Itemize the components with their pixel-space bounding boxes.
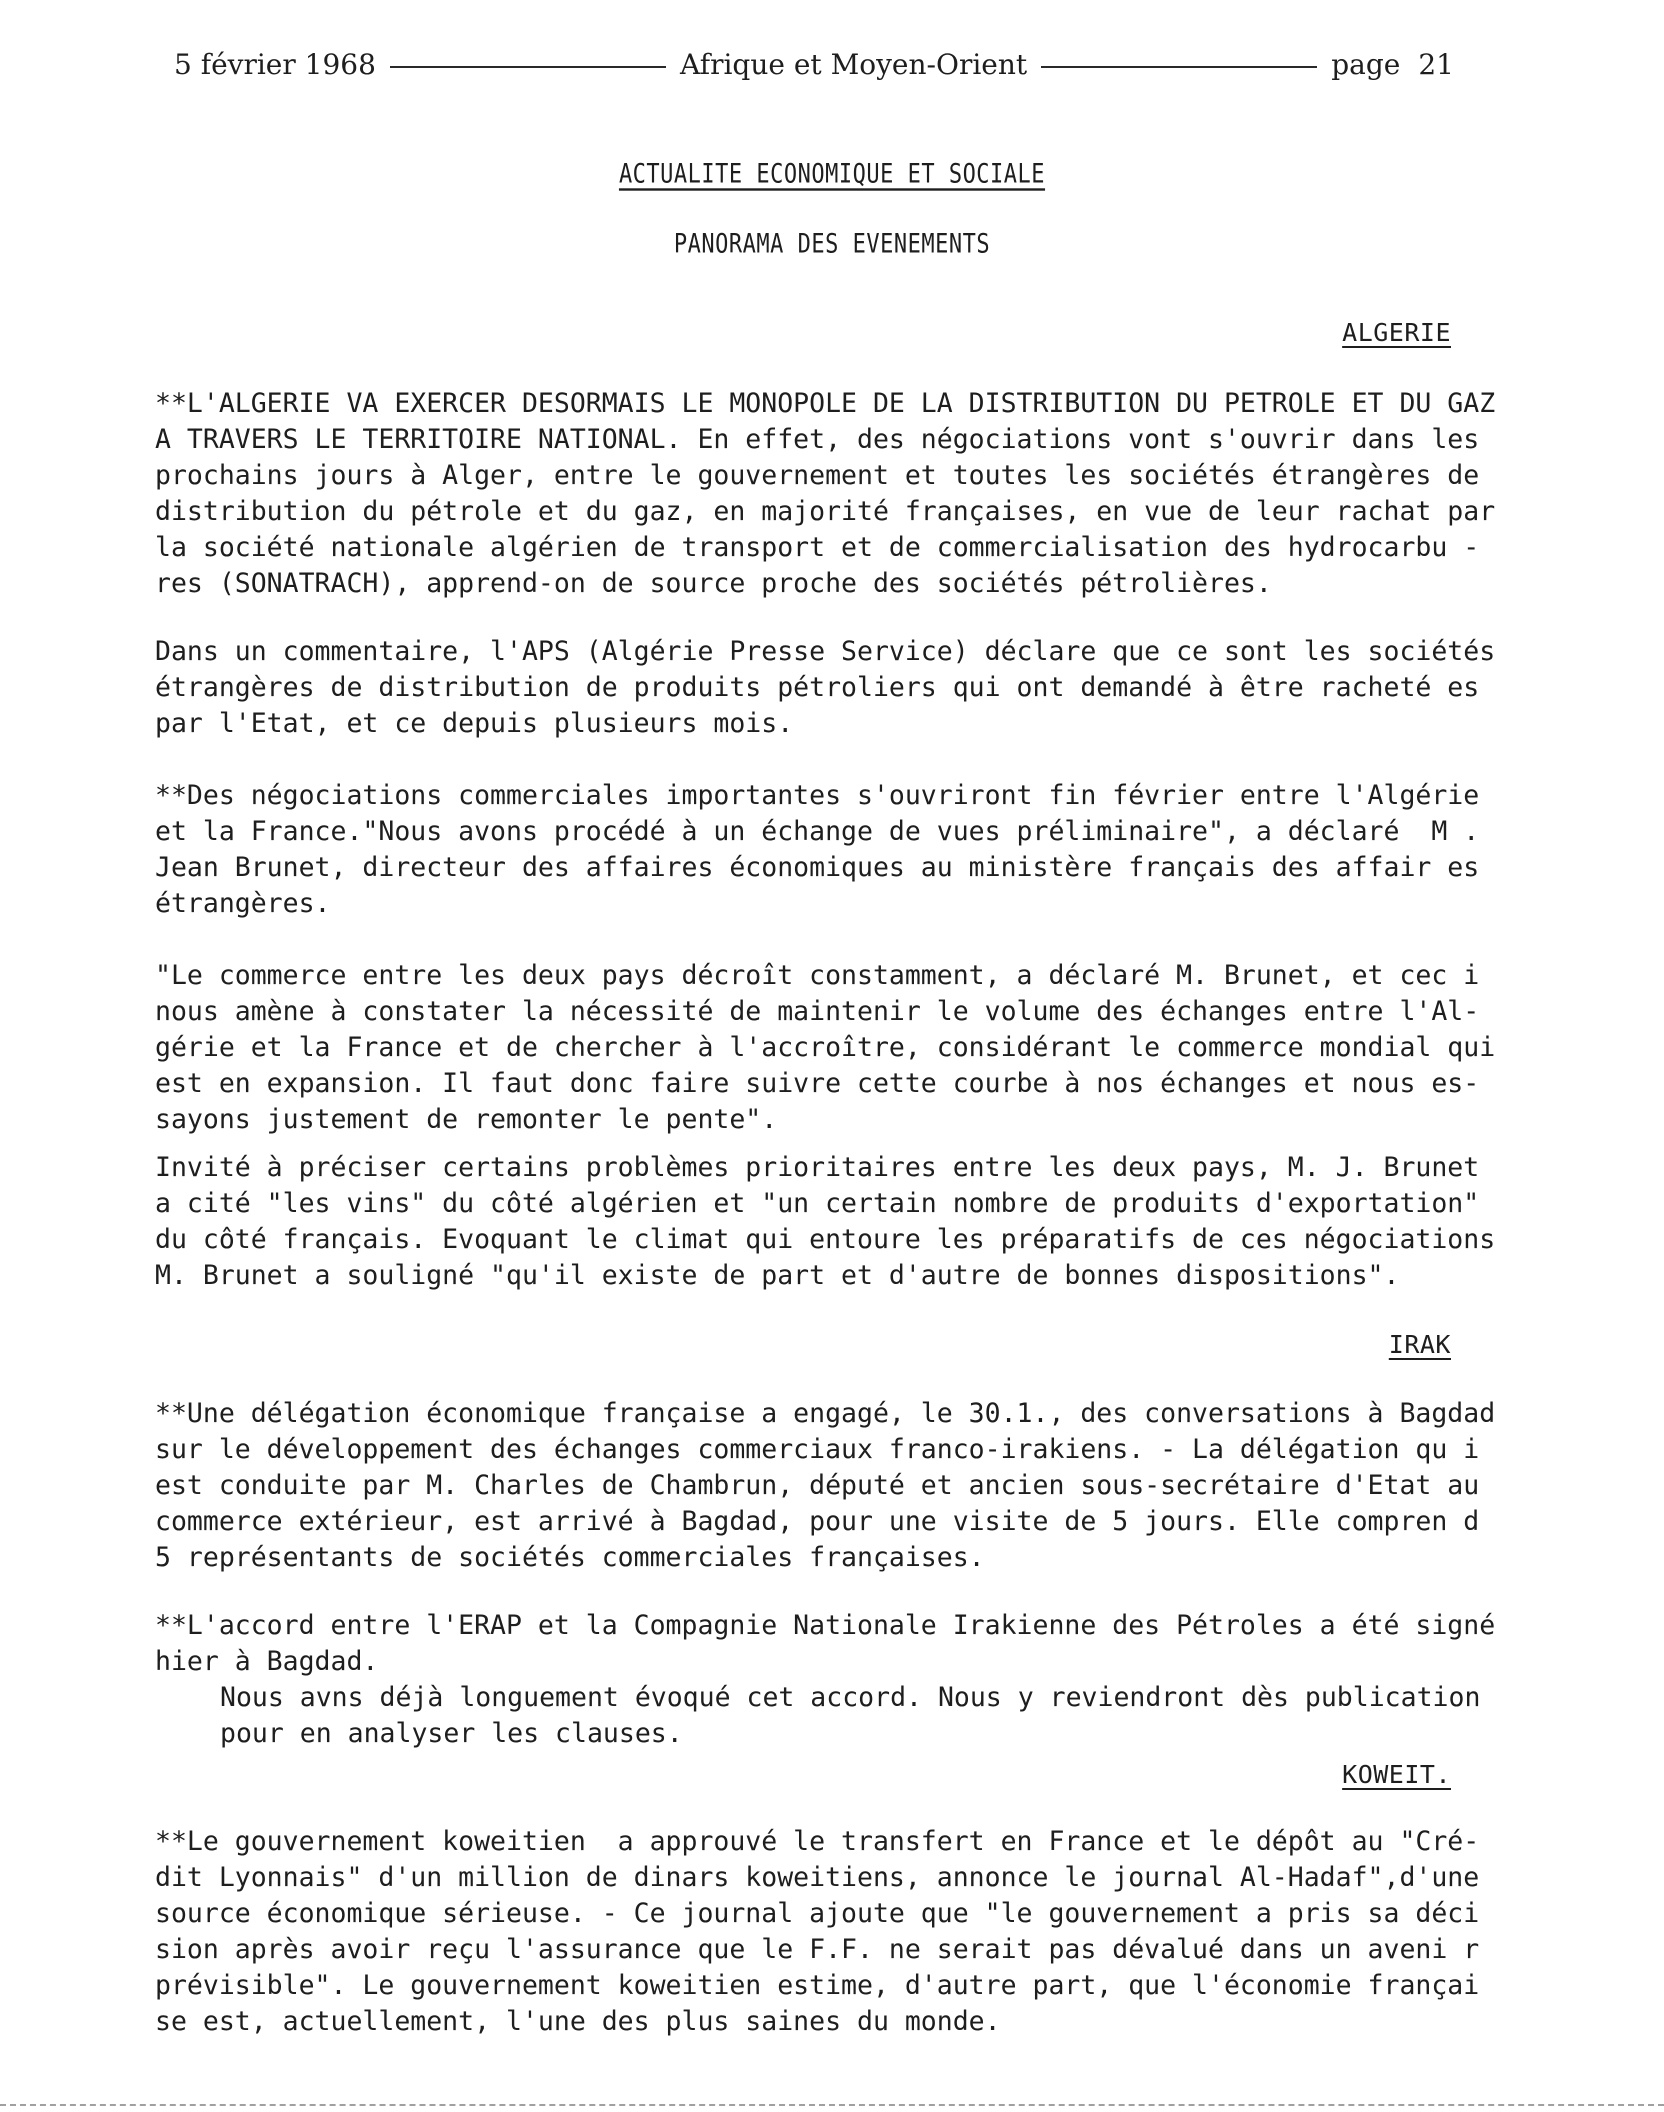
text-line: distribution du pétrole et du gaz, en majorité françaises, en vue de leur rachat par [155,496,1496,527]
paragraph-irak-note [220,1680,1481,1752]
text-line: A TRAVERS LE TERRITOIRE NATIONAL. En effet, des négociations vont s'ouvrir dans les [155,424,1480,455]
header-rule-left [390,66,666,68]
text-line: a cité "les vins" du côté algérien et "un certain nombre de produits d'exportation" [155,1188,1480,1219]
paragraph-koweit-transfert [155,1824,1480,2040]
section-title: ACTUALITE ECONOMIQUE ET SOCIALE [618,159,1046,190]
text-line: Nous avns déjà longuement évoqué cet accord. Nous y reviendront dès publication [220,1682,1481,1713]
region-heading-koweit: KOWEIT. [1342,1760,1451,1789]
text-line: "Le commerce entre les deux pays décroît constamment, a déclaré M. Brunet, et cec i [155,960,1480,991]
text-line: la société nationale algérien de transport et de commercialisation des hydrocarbu - [155,532,1480,563]
text-line: hier à Bagdad. [155,1646,379,1677]
bottom-edge-rule [0,2104,1664,2106]
paragraph-irak-delegation [155,1396,1496,1576]
header-page [1331,48,1454,81]
text-line: Dans un commentaire, l'APS (Algérie Presse Service) déclare que ce sont les sociétés [155,636,1496,667]
text-line: sayons justement de remonter le pente". [155,1104,778,1135]
text-line: est en expansion. Il faut donc faire suivre cette courbe à nos échanges et nous es- [155,1068,1480,1099]
text-line: Jean Brunet, directeur des affaires économiques au ministère français des affair es [155,852,1480,883]
header-date: 5 février 1968 [174,48,376,81]
paragraph-algerie-brunet [155,1150,1496,1294]
text-line: **Le gouvernement koweitien a approuvé le transfert en France et le dépôt au "Cré- [155,1826,1480,1857]
paragraph-algerie-commerce [155,958,1496,1138]
text-line: M. Brunet a souligné "qu'il existe de part et d'autre de bonnes dispositions". [155,1260,1400,1291]
region-heading-algerie: ALGERIE [1342,318,1451,347]
text-line: **Des négociations commerciales importantes s'ouvriront fin février entre l'Algérie [155,780,1480,811]
text-line: du côté français. Evoquant le climat qui entoure les préparatifs de ces négociations [155,1224,1496,1255]
paragraph-algerie-negociations [155,778,1480,922]
text-line: nous amène à constater la nécessité de maintenir le volume des échanges entre l'Al- [155,996,1480,1027]
region-heading-irak: IRAK [1388,1330,1451,1359]
text-line: est conduite par M. Charles de Chambrun, député et ancien sous-secrétaire d'Etat au [155,1470,1480,1501]
text-line: sur le développement des échanges commerciaux franco-irakiens. - La délégation qu i [155,1434,1480,1465]
page-header [174,48,1454,81]
header-rule-right [1041,66,1317,68]
header-page-number: 21 [1418,48,1454,81]
text-line: Invité à préciser certains problèmes prioritaires entre les deux pays, M. J. Brunet [155,1152,1480,1183]
text-line: dit Lyonnais" d'un million de dinars koweitiens, annonce le journal Al-Hadaf",d'une [155,1862,1480,1893]
text-line: source économique sérieuse. - Ce journal ajoute que "le gouvernement a pris sa déci [155,1898,1480,1929]
text-line: par l'Etat, et ce depuis plusieurs mois. [155,708,794,739]
text-line: étrangères de distribution de produits pétroliers qui ont demandé à être racheté es [155,672,1480,703]
text-line: 5 représentants de sociétés commerciales françaises. [155,1542,985,1573]
text-line: pour en analyser les clauses. [220,1718,683,1749]
text-line: prévisible". Le gouvernement koweitien estime, d'autre part, que l'économie françai [155,1970,1480,2001]
header-publication: Afrique et Moyen-Orient [680,48,1028,81]
text-line: et la France."Nous avons procédé à un échange de vues préliminaire", a déclaré M . [155,816,1480,847]
text-line: sion après avoir reçu l'assurance que le F.F. ne serait pas dévalué dans un aveni r [155,1934,1480,1965]
text-line: prochains jours à Alger, entre le gouvernement et toutes les sociétés étrangères de [155,460,1480,491]
text-line: gérie et la France et de chercher à l'accroître, considérant le commerce mondial qui [155,1032,1496,1063]
text-line: étrangères. [155,888,331,919]
text-line: **Une délégation économique française a engagé, le 30.1., des conversations à Bagdad [155,1398,1496,1429]
header-page-label: page [1331,48,1401,81]
subsection-title: PANORAMA DES EVENEMENTS [673,229,991,260]
text-line: res (SONATRACH), apprend-on de source proche des sociétés pétrolières. [155,568,1272,599]
paragraph-algerie-aps [155,634,1496,742]
paragraph-irak-accord [155,1608,1496,1680]
paragraph-algerie-monopole [155,386,1496,602]
text-line: **L'accord entre l'ERAP et la Compagnie Nationale Irakienne des Pétroles a été signé [155,1610,1496,1641]
text-line: commerce extérieur, est arrivé à Bagdad, pour une visite de 5 jours. Elle compren d [155,1506,1480,1537]
text-line: **L'ALGERIE VA EXERCER DESORMAIS LE MONOPOLE DE LA DISTRIBUTION DU PETROLE ET DU GAZ [155,388,1496,419]
text-line: se est, actuellement, l'une des plus saines du monde. [155,2006,1001,2037]
